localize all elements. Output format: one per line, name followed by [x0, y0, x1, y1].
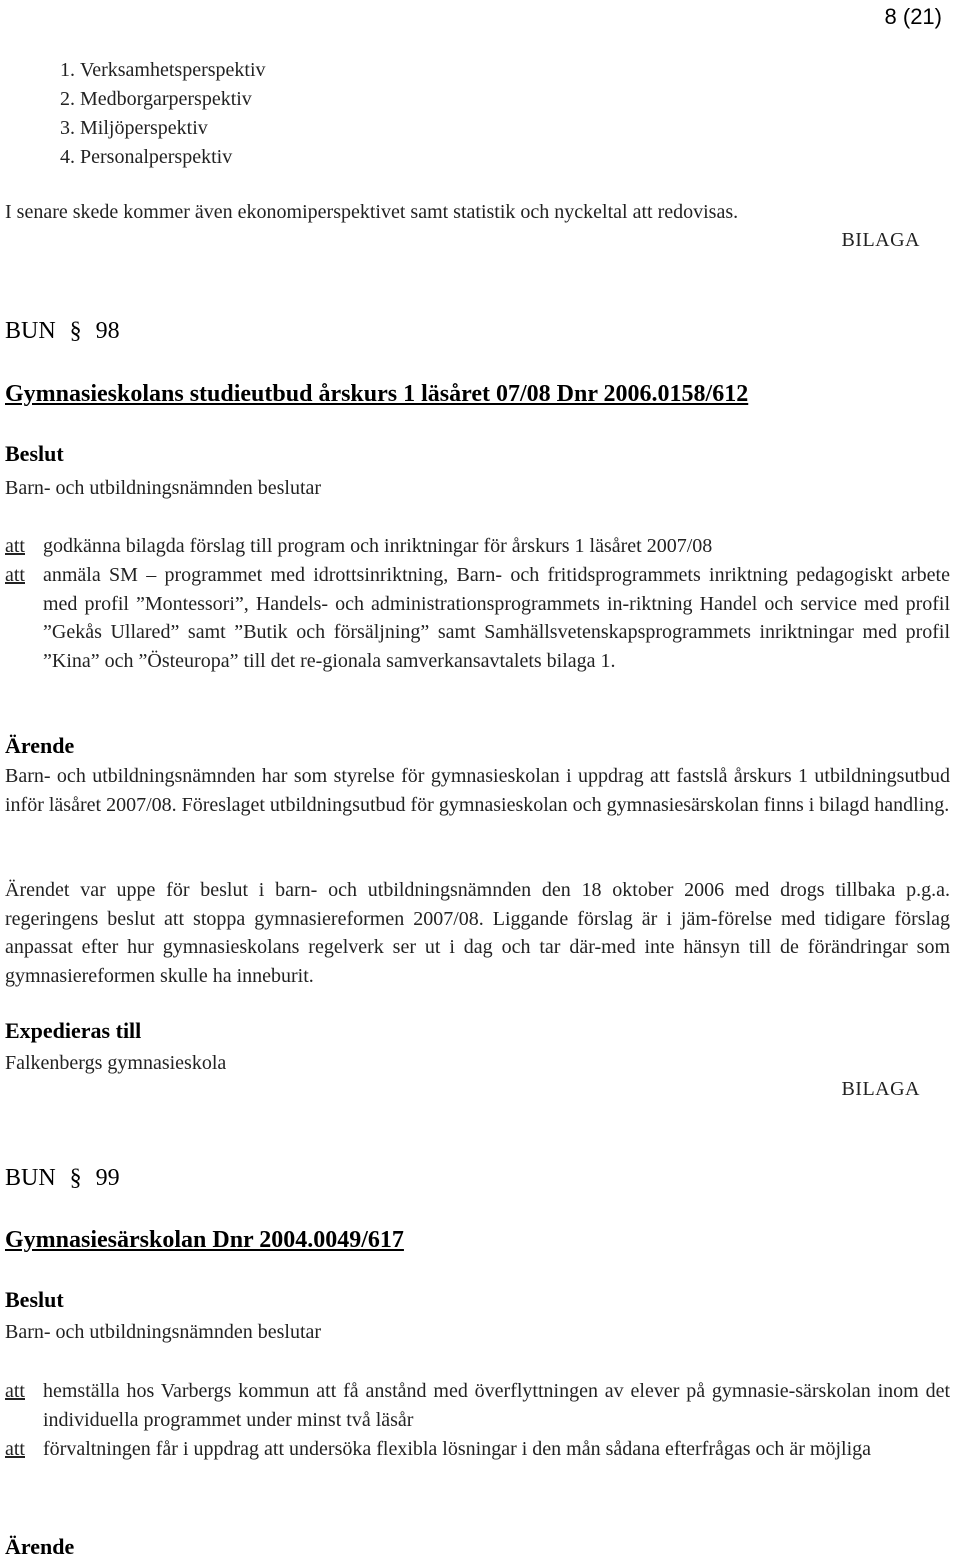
- bun-label: BUN: [5, 318, 56, 344]
- att-text: anmäla SM – programmet med idrottsinriktning, Barn- och fritidsprogrammets inriktning pedagogiskt arbete med profil ”Montessori”, Handels- och administrationsprogrammets in-riktning Handel och service med profil ”Gekås Ullared” samt ”Butik och försäljning” samt Samhällsvetenskapsprogrammets inriktningar med profil ”Kina” och ”Östeuropa” till det re-gionala samverkansavtalets bilaga 1.: [43, 564, 950, 672]
- att-item: [5, 532, 950, 561]
- att-item: [5, 561, 950, 675]
- att-item: [5, 1377, 950, 1434]
- bun-label: BUN: [5, 1165, 56, 1191]
- bun-number: 99: [95, 1165, 120, 1191]
- att-text: hemställa hos Varbergs kommun att få anstånd med överflyttningen av elever på gymnasie-särskolan inom det individuella programmet under minst två läsår: [43, 1380, 950, 1431]
- arende-heading: Ärende: [5, 1534, 75, 1559]
- case-title: Gymnasiesärskolan Dnr 2004.0049/617: [5, 1227, 404, 1253]
- beslut-heading: Beslut: [5, 1287, 64, 1312]
- case-title: Gymnasieskolans studieutbud årskurs 1 läsåret 07/08 Dnr 2006.0158/612: [5, 381, 749, 407]
- section-sign: §: [69, 1165, 82, 1191]
- att-label: att: [5, 564, 25, 586]
- arende-paragraph: Ärendet var uppe för beslut i barn- och utbildningsnämnden den 18 oktober 2006 med drogs tillbaka p.g.a. regeringens beslut att stoppa gymnasiereformen 2007/08. Liggande förslag är i jäm-förelse med tidigare förslag anpassat efter hur gymnasieskolans regelverk ser ut i dag och tar där-med inte hänsyn till de förändringar som gymnasiereformen skulle ha inneburit.: [5, 879, 950, 987]
- bilaga-label: BILAGA: [841, 1078, 920, 1100]
- bilaga-label: BILAGA: [841, 229, 920, 251]
- section-sign: §: [69, 318, 82, 344]
- att-label: att: [5, 535, 25, 557]
- list-item: 4. Personalperspektiv: [80, 143, 266, 172]
- expedieras-heading: Expedieras till: [5, 1018, 142, 1043]
- att-text: godkänna bilagda förslag till program och inriktningar för årskurs 1 läsåret 2007/08: [43, 535, 713, 557]
- page-number: 8 (21): [884, 4, 942, 29]
- list-item: 1. Verksamhetsperspektiv: [80, 56, 266, 85]
- arende-paragraph: Barn- och utbildningsnämnden har som styrelse för gymnasieskolan i uppdrag att fastslå årskurs 1 utbildningsutbud inför läsåret 2007/08. Föreslaget utbildningsutbud för gymnasieskolan och gymnasiesärskolan finns i bilagd handling.: [5, 765, 950, 816]
- list-item: 2. Medborgarperspektiv: [80, 85, 266, 114]
- arende-heading: Ärende: [5, 733, 75, 758]
- att-label: att: [5, 1380, 25, 1402]
- bun-heading: [5, 1165, 120, 1192]
- intro-text: I senare skede kommer även ekonomiperspektivet samt statistik och nyckeltal att redovisas.: [5, 201, 739, 223]
- perspectives-list: [40, 56, 266, 172]
- att-label: att: [5, 1438, 25, 1460]
- decision-intro: Barn- och utbildningsnämnden beslutar: [5, 1321, 322, 1343]
- att-text: förvaltningen får i uppdrag att undersöka flexibla lösningar i den mån sådana efterfrågas och är möjliga: [43, 1438, 872, 1460]
- bun-heading: [5, 318, 120, 345]
- expedieras-value: Falkenbergs gymnasieskola: [5, 1052, 227, 1074]
- att-item: [5, 1435, 950, 1464]
- list-item: 3. Miljöperspektiv: [80, 114, 266, 143]
- beslut-heading: Beslut: [5, 441, 64, 466]
- decision-intro: Barn- och utbildningsnämnden beslutar: [5, 477, 322, 499]
- bun-number: 98: [95, 318, 120, 344]
